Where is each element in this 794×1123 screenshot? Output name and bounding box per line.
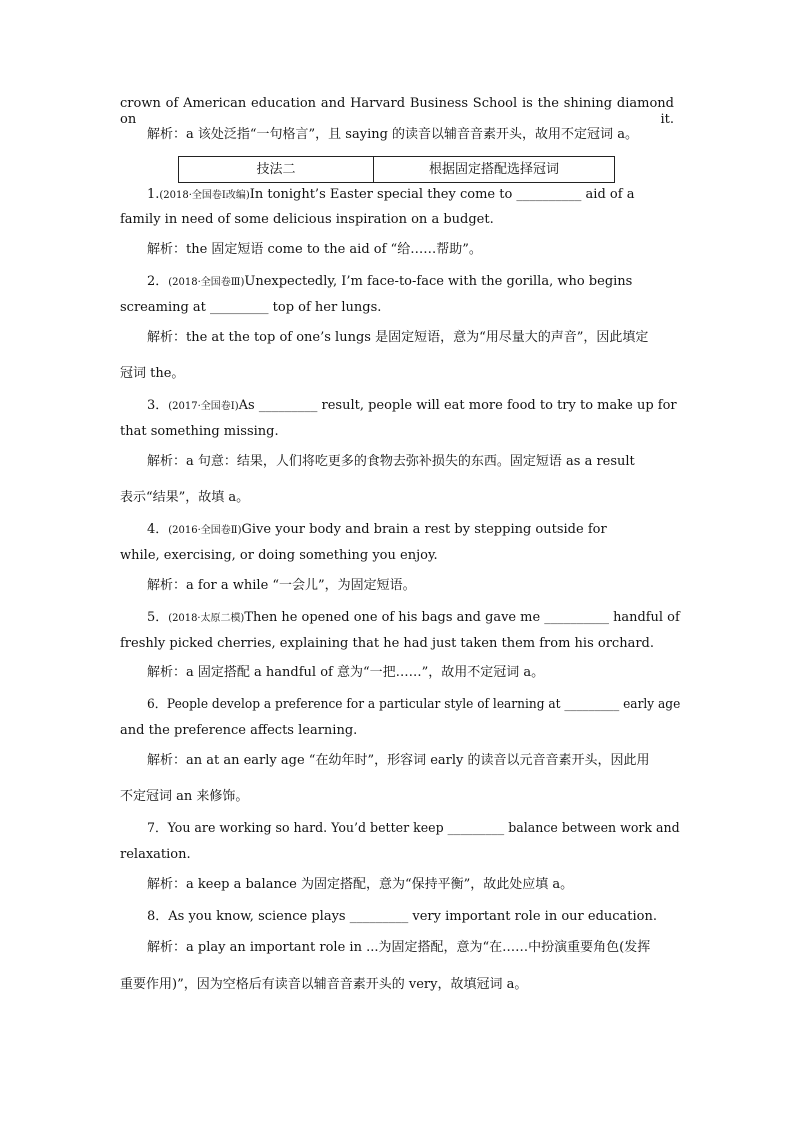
question-source: (2018·太原二模) xyxy=(168,613,245,624)
question-source: (2018·全国卷Ⅰ改编) xyxy=(159,190,250,201)
question-3-line-2: that something missing. xyxy=(120,424,279,439)
intro-analysis: 解析：a 该处泛指“一句格言”，且 saying 的读音以辅音音素开头，故用不定冠词 a。 xyxy=(147,127,638,142)
question-8-analysis-1: 解析：a play an important role in ...为固定搭配，意为“在……中扮演重要角色(发挥 xyxy=(147,940,651,955)
question-text: Unexpectedly, I’m face-to-face with the gorilla, who begins xyxy=(244,274,633,289)
question-1-line-2: family in need of some delicious inspiration on a budget. xyxy=(120,212,494,227)
question-4-line-2: while, exercising, or doing something you enjoy. xyxy=(120,548,438,563)
intro-line: crown of American education and Harvard Business School is the shining diamond on it. xyxy=(120,96,674,127)
question-8-line-1: 8．As you know, science plays _________ very important role in our education. xyxy=(147,909,658,924)
question-source: (2016·全国卷Ⅱ) xyxy=(168,525,242,536)
question-number: 3． xyxy=(147,398,169,413)
skill-table xyxy=(178,156,615,183)
question-7-analysis: 解析：a keep a balance 为固定搭配，意为“保持平衡”，故此处应填 a。 xyxy=(147,877,574,892)
question-7-line-2: relaxation. xyxy=(120,847,191,862)
question-5-line-1 xyxy=(147,610,680,627)
skill-table-right: 根据固定搭配选择冠词 xyxy=(428,162,559,177)
question-7-line-1: 7．You are working so hard. You’d better keep _________ balance between work and xyxy=(147,821,680,836)
question-2-line-2: screaming at _________ top of her lungs. xyxy=(120,300,382,315)
question-3-analysis-2: 表示“结果”，故填 a。 xyxy=(120,490,250,505)
question-3-line-1 xyxy=(147,398,677,415)
question-3-analysis-1: 解析：a 句意：结果，人们将吃更多的食物去弥补损失的东西。固定短语 as a result xyxy=(147,454,635,469)
question-2-analysis-1: 解析：the at the top of one’s lungs 是固定短语，意为“用尽量大的声音”，因此填定 xyxy=(147,330,649,345)
question-number: 1. xyxy=(147,187,160,202)
question-4-analysis: 解析：a for a while “一会儿”，为固定短语。 xyxy=(147,578,416,593)
question-text: Then he opened one of his bags and gave me __________ handful of xyxy=(244,610,680,625)
question-text: Give your body and brain a rest by stepping outside for xyxy=(241,522,607,537)
question-5-analysis: 解析：a 固定搭配 a handful of 意为“一把……”，故用不定冠词 a。 xyxy=(147,665,545,680)
question-text: In tonight’s Easter special they come to __________ aid of a xyxy=(249,187,635,202)
question-source: (2018·全国卷Ⅲ) xyxy=(168,277,245,288)
question-number: 5． xyxy=(147,610,169,625)
question-6-analysis-1: 解析：an at an early age “在幼年时”，形容词 early 的读音以元音音素开头，因此用 xyxy=(147,753,650,768)
question-source: (2017·全国卷Ⅰ) xyxy=(168,401,239,412)
question-text: As _________ result, people will eat more food to try to make up for xyxy=(238,398,677,413)
question-1-line-1 xyxy=(147,187,674,204)
question-5-line-2: freshly picked cherries, explaining that he had just taken them from his orchard. xyxy=(120,636,654,651)
question-6-analysis-2: 不定冠词 an 来修饰。 xyxy=(120,789,249,804)
question-6-line-2: and the preference affects learning. xyxy=(120,723,358,738)
question-4-line-1 xyxy=(147,522,674,539)
question-2-analysis-2: 冠词 the。 xyxy=(120,366,185,381)
question-6-line-1: 6．People develop a preference for a particular style of learning at _________ early age xyxy=(147,697,681,712)
question-1-analysis: 解析：the 固定短语 come to the aid of “给……帮助”。 xyxy=(147,242,482,257)
skill-table-left: 技法二 xyxy=(179,157,374,182)
question-2-line-1 xyxy=(147,274,674,291)
question-number: 4． xyxy=(147,522,169,537)
question-8-analysis-2: 重要作用)”，因为空格后有读音以辅音音素开头的 very，故填冠词 a。 xyxy=(120,977,528,992)
question-number: 2． xyxy=(147,274,169,289)
